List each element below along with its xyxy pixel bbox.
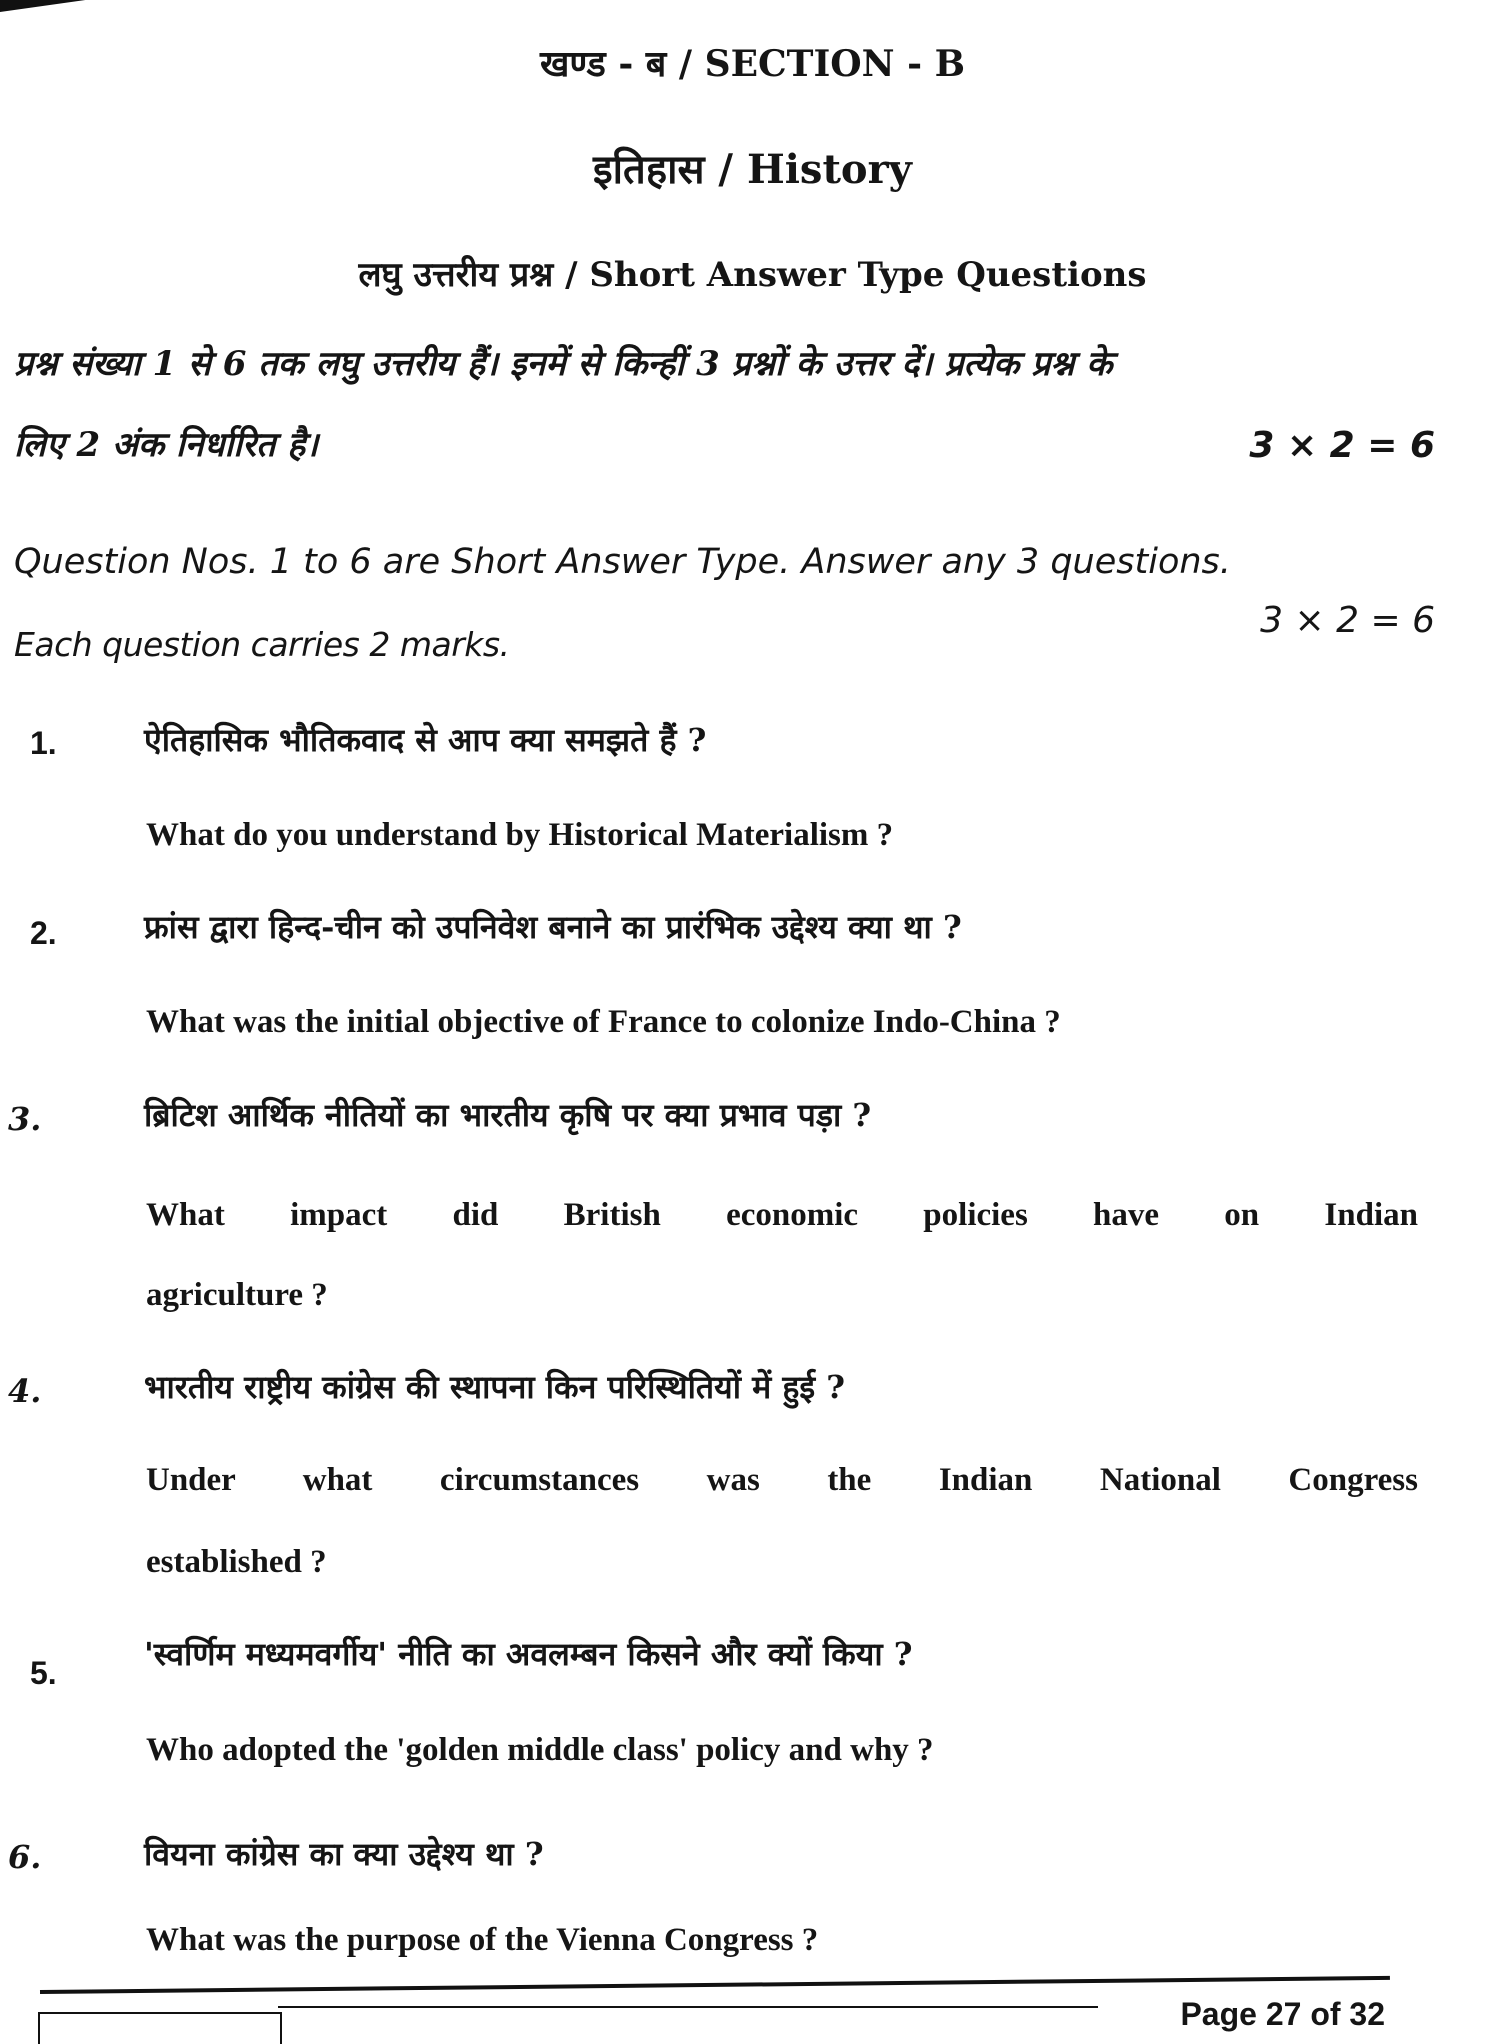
footer-frame (278, 2006, 1098, 2044)
subject-title: इतिहास / History (593, 146, 912, 193)
question-number-marked: 4. (8, 1372, 42, 1410)
question-number: 1. (30, 725, 57, 761)
question-number: 5. (30, 1655, 57, 1691)
instructions-english-line-2: Each question carries 2 marks. (14, 625, 510, 664)
question-hindi: भारतीय राष्ट्रीय कांग्रेस की स्थापना किन परिस्थितियों में हुई ? (144, 1368, 846, 1406)
question-english: What was the purpose of the Vienna Congress ? (146, 1922, 819, 1958)
question-number-marked: 3. (8, 1100, 42, 1138)
question-hindi: ऐतिहासिक भौतिकवाद से आप क्या समझते हैं ? (144, 721, 707, 759)
page-corner-mark (0, 0, 88, 12)
marks-english: 3 × 2 = 6 (1260, 600, 1435, 641)
instructions-english-line-1: Question Nos. 1 to 6 are Short Answer Type. Answer any 3 questions. (14, 542, 1231, 582)
question-english: What do you understand by Historical Materialism ? (146, 817, 894, 853)
question-english-line-2: established ? (146, 1544, 327, 1580)
section-title: खण्ड - ब / SECTION - B (539, 43, 965, 85)
question-hindi: वियना कांग्रेस का क्या उद्देश्य था ? (144, 1835, 544, 1873)
footer-code-box (38, 2012, 282, 2044)
instructions-hindi-line-1: प्रश्न संख्या 1 से 6 तक लघु उत्तरीय हैं। इनमें से किन्हीं 3 प्रश्नों के उत्तर दें। प्रत्येक प्रश्न के (14, 344, 1113, 384)
question-english-line-2: agriculture ? (146, 1277, 328, 1313)
question-english: What was the initial objective of France to colonize Indo-China ? (146, 1004, 1061, 1040)
marks-hindi: 3 × 2 = 6 (1249, 425, 1435, 466)
instructions-hindi-line-2: लिए 2 अंक निर्धारित है। (14, 425, 319, 465)
question-hindi: ब्रिटिश आर्थिक नीतियों का भारतीय कृषि पर क्या प्रभाव पड़ा ? (144, 1096, 872, 1134)
page-number: Page 27 of 32 (1180, 1996, 1385, 2032)
question-type-title: लघु उत्तरीय प्रश्न / Short Answer Type Questions (358, 255, 1147, 295)
question-english: Who adopted the 'golden middle class' policy and why ? (146, 1732, 934, 1768)
question-hindi: फ्रांस द्वारा हिन्द-चीन को उपनिवेश बनाने का प्रारंभिक उद्देश्य क्या था ? (144, 908, 962, 946)
question-english-line-1: Under what circumstances was the Indian National Congress (146, 1462, 1418, 1498)
question-english-line-1: What impact did British economic policies have on Indian (146, 1197, 1418, 1233)
question-hindi: 'स्वर्णिम मध्यमवर्गीय' नीति का अवलम्बन किसने और क्यों किया ? (144, 1635, 913, 1673)
question-number: 2. (30, 915, 57, 951)
question-number-marked: 6. (8, 1838, 42, 1876)
